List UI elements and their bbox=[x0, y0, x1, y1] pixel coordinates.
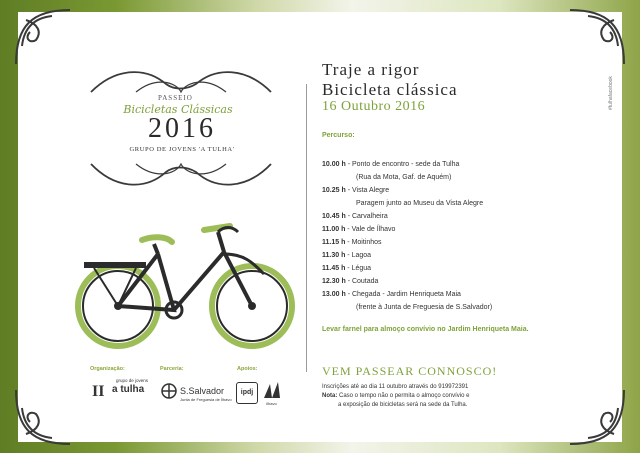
corner-ornament-icon bbox=[12, 386, 74, 448]
event-year: 2016 bbox=[148, 113, 216, 144]
picnic-note: Levar farnel para almoço convívio no Jardim Henriqueta Maia. bbox=[322, 326, 529, 333]
bike-type-heading: Bicicleta clássica bbox=[322, 80, 458, 99]
registration-info: Inscrições até ao dia 11 outubro através do 919972391 bbox=[322, 384, 469, 390]
group-name: GRUPO DE JOVENS 'A TULHA' bbox=[129, 146, 235, 153]
side-vertical-text: #tulhafacebook bbox=[608, 76, 614, 110]
event-date: 16 Outubro 2016 bbox=[322, 99, 426, 114]
organizacao-label: Organização: bbox=[90, 366, 125, 372]
call-to-action: VEM PASSEAR CONNOSCO! bbox=[322, 364, 498, 378]
org-name: a tulha bbox=[112, 384, 145, 395]
route-item: (Rua da Mota, Gaf. de Aquém) bbox=[356, 174, 452, 181]
title-ornament-bottom-icon bbox=[86, 158, 276, 196]
route-item: 10.25 h - Vista Alegre bbox=[322, 187, 390, 194]
route-item: (frente à Junta de Freguesia de S.Salvador) bbox=[356, 304, 493, 311]
weather-note-cont: a exposição de bicicletas será na sede da Tulha. bbox=[338, 402, 468, 408]
partner-small-label: Junta de Freguesia de Ílhavo bbox=[180, 397, 232, 402]
route-item: 10.45 h - Carvalheira bbox=[322, 213, 388, 220]
bicycle-illustration-icon bbox=[74, 218, 300, 350]
partner-name: S.Salvador bbox=[180, 386, 225, 396]
vertical-divider bbox=[306, 84, 307, 372]
weather-note: Nota: Caso o tempo não o permita o almoço convívio e bbox=[322, 393, 470, 399]
corner-ornament-icon bbox=[566, 6, 628, 68]
passeio-label: PASSEIO bbox=[158, 94, 193, 102]
route-item: 11.45 h - Légua bbox=[322, 265, 372, 272]
percurso-label: Percurso: bbox=[322, 132, 355, 139]
svg-text:II: II bbox=[92, 383, 105, 400]
title-ornament-top-icon bbox=[86, 62, 276, 98]
ilhavo-label: ílhavo bbox=[266, 401, 277, 406]
route-item: 13.00 h - Chegada - Jardim Henriqueta Maia bbox=[322, 291, 461, 298]
route-item: 11.30 h - Lagoa bbox=[322, 252, 372, 259]
route-item: 11.00 h - Vale de Ílhavo bbox=[322, 226, 396, 233]
route-item: 10.00 h - Ponto de encontro - sede da Tulha bbox=[322, 161, 460, 168]
corner-ornament-icon bbox=[566, 386, 628, 448]
route-item: Paragem junto ao Museu da Vista Alegre bbox=[356, 200, 484, 207]
org-small-label: grupo de jovens bbox=[116, 378, 149, 383]
apoios-label: Apoios: bbox=[237, 366, 258, 372]
dress-code-heading: Traje a rigor bbox=[322, 60, 420, 79]
sao-salvador-logo-icon bbox=[160, 382, 178, 400]
event-subtitle: Bicicletas Clássicas bbox=[123, 103, 233, 116]
route-item: 11.15 h - Moitinhos bbox=[322, 239, 382, 246]
route-item: 12.30 h - Coutada bbox=[322, 278, 379, 285]
ilhavo-logo-icon bbox=[262, 380, 286, 400]
ipdj-logo: ipdj bbox=[236, 382, 258, 404]
corner-ornament-icon bbox=[12, 6, 74, 68]
parceria-label: Parceria: bbox=[160, 366, 184, 372]
